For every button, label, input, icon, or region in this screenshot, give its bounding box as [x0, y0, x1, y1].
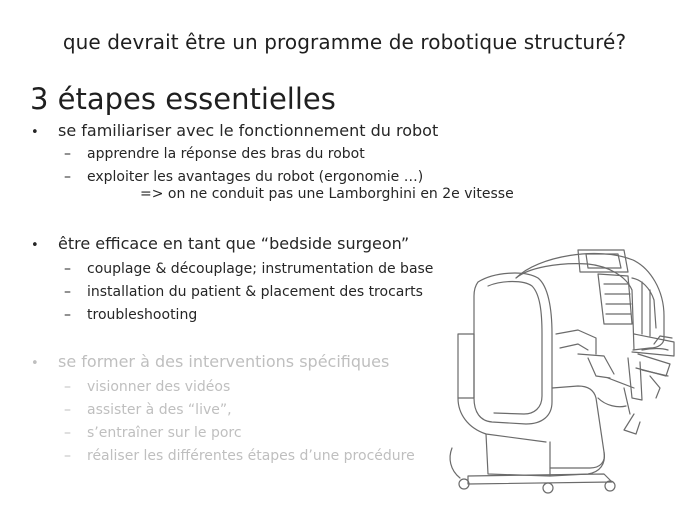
sub-bullet-text: troubleshooting	[87, 307, 198, 323]
bullet-text: se former à des interventions spécifiques	[58, 352, 390, 371]
sub-bullet-text: visionner des vidéos	[87, 379, 231, 395]
bullet-text: se familiariser avec le fonctionnement du robot	[58, 121, 439, 140]
bullet-icon: •	[31, 356, 39, 371]
sub-bullet-text: s’entraîner sur le porc	[87, 425, 242, 441]
bullet-icon: •	[31, 125, 39, 140]
dash-icon: –	[64, 402, 71, 418]
dash-icon: –	[64, 307, 71, 323]
dash-icon: –	[64, 146, 71, 162]
sub-bullet-text: installation du patient & placement des trocarts	[87, 284, 423, 300]
bullet-text: être efficace en tant que “bedside surgeon”	[58, 234, 410, 253]
dash-icon: –	[64, 425, 71, 441]
dash-icon: –	[64, 284, 71, 300]
bullet-icon: •	[31, 238, 39, 253]
dash-icon: –	[64, 379, 71, 395]
dash-icon: –	[64, 448, 71, 464]
dash-icon: –	[64, 169, 71, 185]
section-heading: 3 étapes essentielles	[30, 82, 336, 116]
note-text: => on ne conduit pas une Lamborghini en 2e vitesse	[140, 186, 514, 202]
slide-title: que devrait être un programme de robotique structuré?	[62, 30, 627, 54]
sub-bullet-text: réaliser les différentes étapes d’une procédure	[87, 448, 415, 464]
sub-bullet-text: couplage & découplage; instrumentation de base	[87, 261, 434, 277]
sub-bullet-text: assister à des “live”,	[87, 402, 232, 418]
dash-icon: –	[64, 261, 71, 277]
sub-bullet-text: exploiter les avantages du robot (ergonomie …)	[87, 169, 424, 185]
sub-bullet-text: apprendre la réponse des bras du robot	[87, 146, 365, 162]
